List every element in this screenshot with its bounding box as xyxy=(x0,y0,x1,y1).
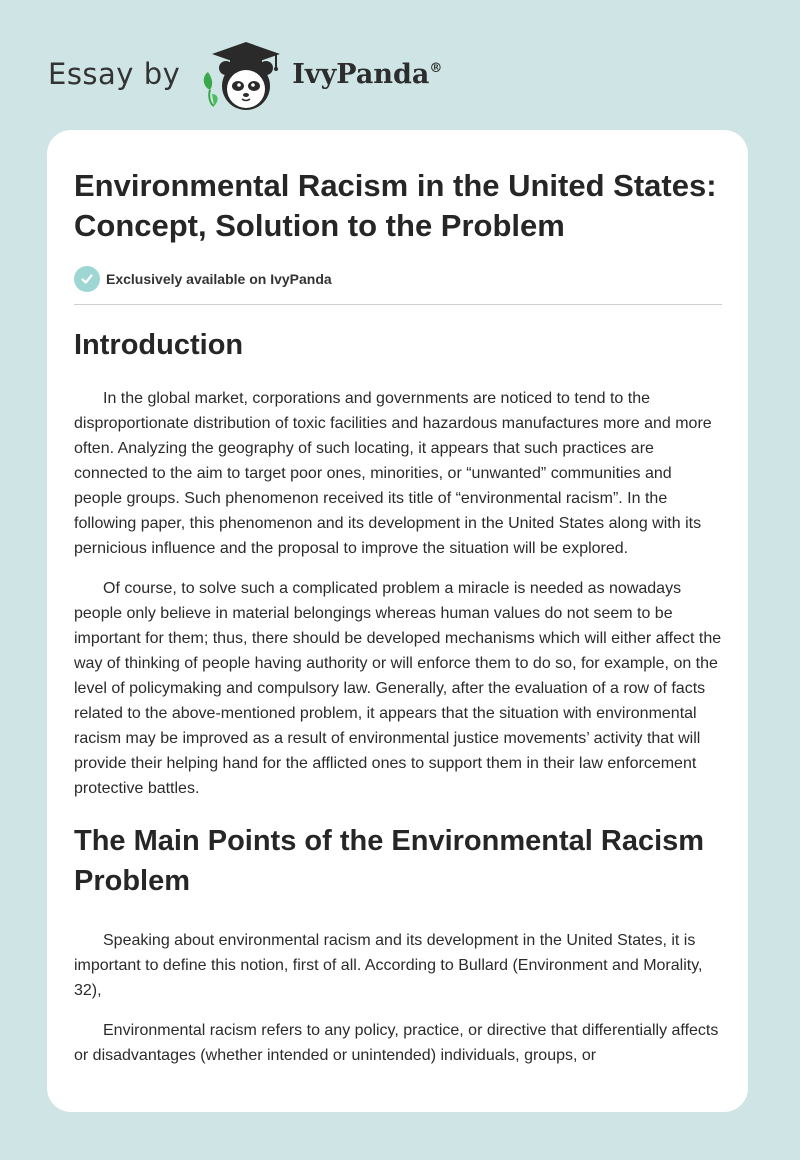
brand-name: IvyPanda® xyxy=(292,58,443,90)
divider xyxy=(74,304,722,305)
exclusive-badge xyxy=(74,266,722,292)
paragraph: Of course, to solve such a complicated problem a miracle is needed as nowadays people only believe in material belongings whereas human values do not seem to be important for them; thus, there should be developed mechanisms which will either affect the way of thinking of people having authority or will enforce them to do so, for example, on the level of policymaking and compulsory law. Generally, after the evaluation of a row of facts related to the above-mentioned problem, it appears that the situation with environmental racism may be improved as a result of environmental justice movements’ activity that will provide their helping hand for the afflicted ones to support them in their law enforcement protective battles. xyxy=(74,580,722,797)
essay-title: Environmental Racism in the United States: Concept, Solution to the Problem xyxy=(74,168,717,243)
section-heading-introduction: Introduction xyxy=(74,329,244,361)
ivypanda-logo[interactable] xyxy=(196,34,442,114)
site-header xyxy=(48,34,442,114)
quote-paragraph: Environmental racism refers to any policy, practice, or directive that differentially affects or disadvantages (whether intended or unintended) individuals, groups, or xyxy=(74,1022,719,1064)
registered-mark: ® xyxy=(429,60,443,76)
essay-by-label: Essay by xyxy=(48,57,181,91)
essay-card xyxy=(47,130,748,1112)
checkmark-icon xyxy=(74,266,100,292)
leaf-icon xyxy=(204,72,218,106)
paragraph: Speaking about environmental racism and its development in the United States, it is important to define this notion, first of all. According to Bullard (Environment and Morality, 32), xyxy=(74,932,703,999)
paragraph: In the global market, corporations and governments are noticed to tend to the disproportionate distribution of toxic facilities and hazardous manufactures more and more often. Analyzing the geography of such locating, it appears that such practices are connected to the aim to target poor ones, minorities, or “unwanted” communities and people groups. Such phenomenon received its title of “environmental racism”. In the following paper, this phenomenon and its development in the United States along with its pernicious influence and the proposal to improve the situation will be explored. xyxy=(74,390,712,557)
panda-graduate-logo-icon xyxy=(196,34,288,114)
section-heading-main-points: The Main Points of the Environmental Racism Problem xyxy=(74,825,705,897)
exclusive-label: Exclusively available on IvyPanda xyxy=(106,271,332,287)
